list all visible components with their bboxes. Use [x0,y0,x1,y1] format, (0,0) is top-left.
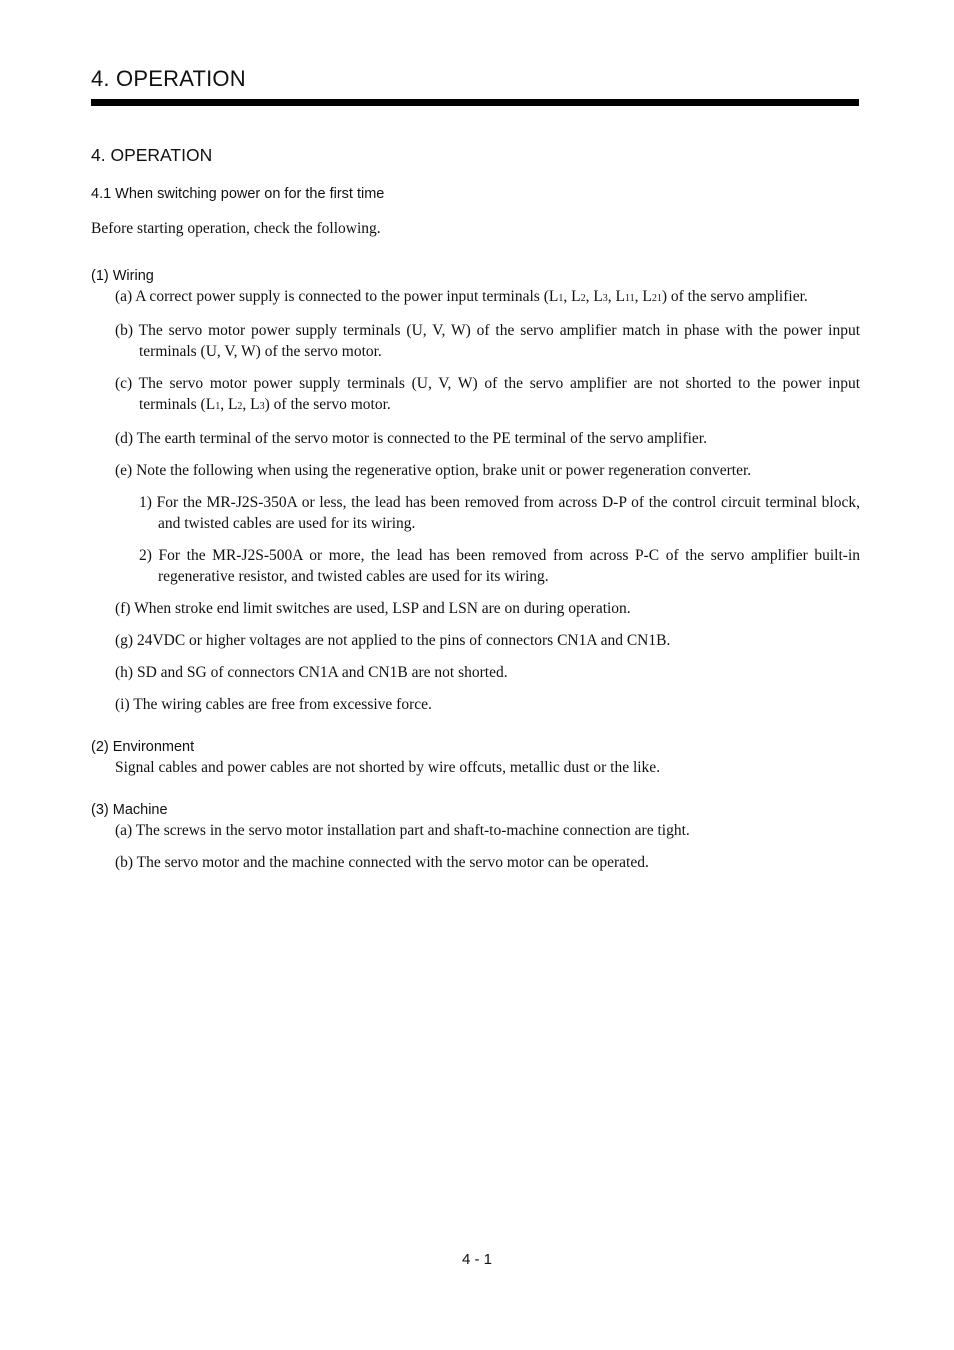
wiring-item-d: (d) The earth terminal of the servo motor is connected to the PE terminal of the servo amplifier. [115,430,707,447]
header-rule [91,99,859,106]
wiring-item-h: (h) SD and SG of connectors CN1A and CN1B are not shorted. [115,664,508,681]
wiring-item-i: (i) The wiring cables are free from excessive force. [115,696,432,713]
page-number: 4 - 1 [461,1251,492,1268]
wiring-item-e-2: 2) For the MR-J2S-500A or more, the lead has been removed from across P-C of the servo amplifier built-in regenerative resistor, and twisted cables are used for its wiring. [139,547,860,585]
machine-section [91,800,860,873]
wiring-item-e-1: 1) For the MR-J2S-350A or less, the lead has been removed from across D-P of the control circuit terminal block, and twisted cables are used for its wiring. [139,494,860,532]
machine-item-a: (a) The screws in the servo motor installation part and shaft-to-machine connection are tight. [115,822,690,839]
wiring-item-g: (g) 24VDC or higher voltages are not applied to the pins of connectors CN1A and CN1B. [115,632,671,649]
chapter-title: 4. OPERATION [91,145,213,165]
wiring-item-e: (e) Note the following when using the regenerative option, brake unit or power regeneration converter. [115,462,752,479]
page-content [91,143,860,895]
environment-title: (2) Environment [91,739,195,755]
wiring-item-b: (b) The servo motor power supply terminals (U, V, W) of the servo amplifier match in phase with the power input terminals (U, V, W) of the servo motor. [115,322,860,360]
machine-title: (3) Machine [91,802,168,818]
wiring-item-f: (f) When stroke end limit switches are used, LSP and LSN are on during operation. [115,600,631,617]
wiring-item-a: (a) A correct power supply is connected to the power input terminals (L1, L2, L3, L11, L21) of the servo amplifier. [115,288,808,305]
wiring-item-c: (c) The servo motor power supply terminals (U, V, W) of the servo amplifier are not shorted to the power input terminals (L1, L2, L3) of the servo motor. [115,375,860,413]
wiring-section [91,266,860,715]
wiring-title: (1) Wiring [91,268,154,284]
section-title: 4.1 When switching power on for the first time [91,186,385,202]
environment-text: Signal cables and power cables are not shorted by wire offcuts, metallic dust or the like. [115,759,661,776]
environment-section [91,737,860,778]
intro-paragraph: Before starting operation, check the following. [91,220,381,237]
page-header-title: 4. OPERATION [91,66,246,91]
machine-item-b: (b) The servo motor and the machine connected with the servo motor can be operated. [115,854,649,871]
